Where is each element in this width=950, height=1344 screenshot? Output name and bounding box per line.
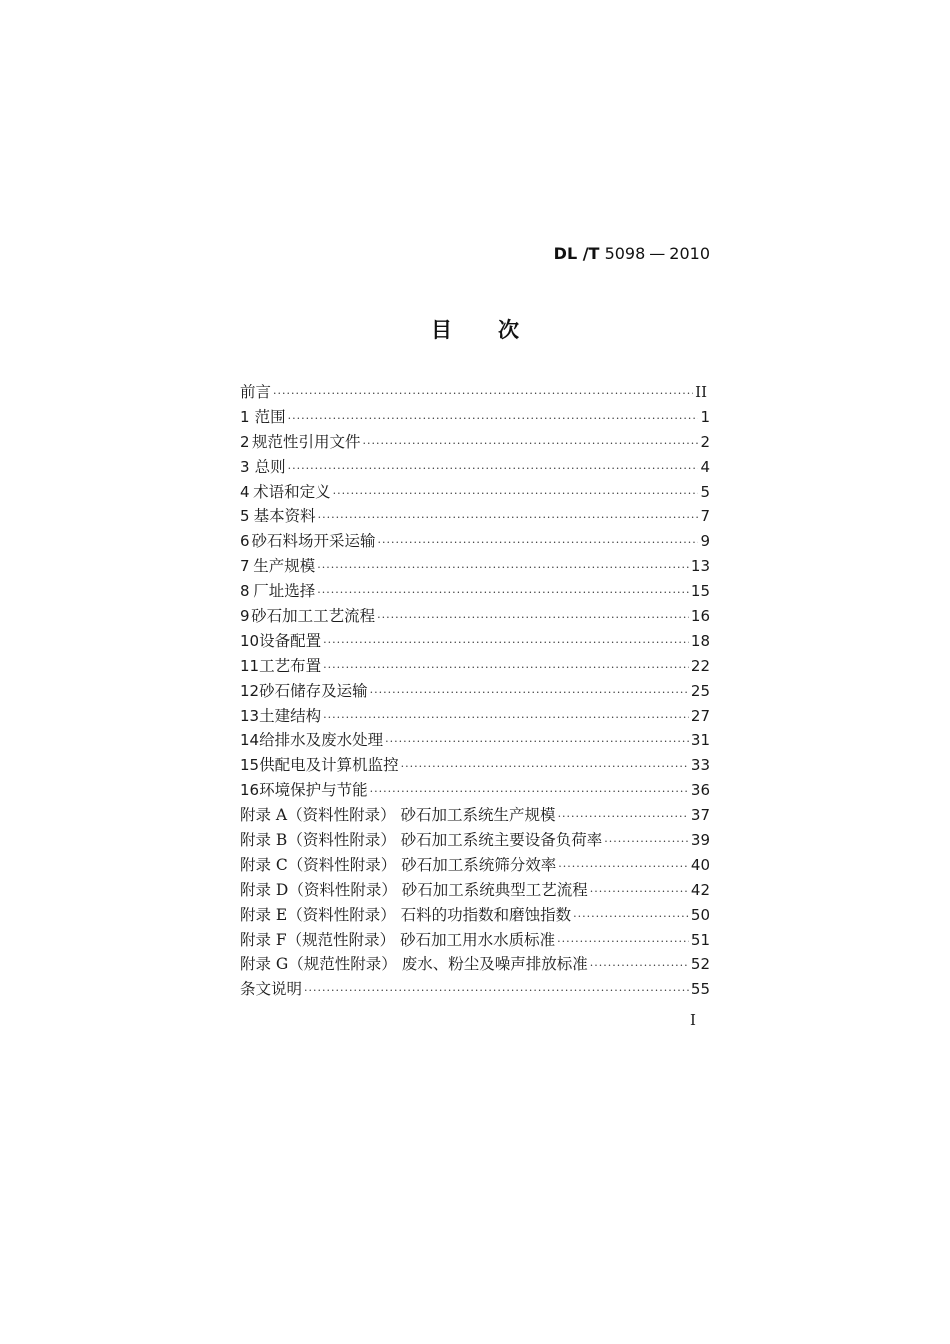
toc-entry-label: 附录 C（资料性附录） 砂石加工系统筛分效率 — [240, 855, 557, 874]
toc-entry[interactable] — [240, 753, 710, 778]
toc-entry[interactable] — [240, 903, 710, 928]
toc-entry-number: 6 — [240, 532, 250, 551]
toc-leader-dots — [557, 930, 689, 955]
toc-entry-label: 厂址选择 — [253, 582, 316, 601]
toc-entry-page: 22 — [690, 656, 710, 675]
toc-entry[interactable] — [240, 579, 710, 604]
toc-entry[interactable] — [240, 430, 710, 455]
toc-entry-number: 3 — [240, 457, 250, 476]
toc-leader-dots — [590, 954, 689, 979]
toc-leader-dots — [323, 706, 689, 731]
toc-entry-page: 5 — [700, 482, 710, 501]
toc-entry[interactable] — [240, 455, 710, 480]
toc-leader-dots — [273, 382, 693, 407]
toc-entry[interactable] — [240, 654, 710, 679]
toc-entry-number: 14 — [240, 731, 260, 750]
toc-entry-label: 附录 E（资料性附录） 石料的功指数和磨蚀指数 — [240, 905, 572, 924]
toc-leader-dots — [377, 531, 698, 556]
toc-entry-page: 42 — [690, 880, 710, 899]
toc-leader-dots — [401, 755, 689, 780]
toc-title-char-1: 目 — [431, 317, 452, 342]
standard-year: 2010 — [669, 244, 710, 263]
toc-entry-number: 2 — [240, 432, 250, 451]
toc-entry[interactable] — [240, 828, 710, 853]
toc-entry[interactable] — [240, 529, 710, 554]
toc-entry[interactable] — [240, 977, 710, 1002]
toc-entry-label: 工艺布置 — [259, 656, 322, 675]
toc-entry-page: 37 — [690, 806, 710, 825]
toc-entry-label: 环境保护与节能 — [259, 781, 368, 800]
toc-entry-page: 40 — [690, 855, 710, 874]
toc-entry[interactable] — [240, 853, 710, 878]
toc-entry-label: 供配电及计算机监控 — [259, 756, 399, 775]
toc-entry-page: 36 — [690, 781, 710, 800]
toc-entry-label: 术语和定义 — [253, 482, 331, 501]
toc-entry-label: 砂石料场开采运输 — [251, 532, 376, 551]
toc-entry-label: 附录 B（资料性附录） 砂石加工系统主要设备负荷率 — [240, 831, 603, 850]
toc-entry[interactable] — [240, 504, 710, 529]
toc-entry-label: 附录 D（资料性附录） 砂石加工系统典型工艺流程 — [240, 880, 588, 899]
toc-leader-dots — [333, 482, 699, 507]
toc-entry-label: 土建结构 — [259, 706, 322, 725]
toc-entry-page: 9 — [700, 532, 710, 551]
toc-entry[interactable] — [240, 604, 710, 629]
toc-entry-label: 砂石加工工艺流程 — [251, 607, 376, 626]
toc-entry-label: 给排水及废水处理 — [259, 731, 384, 750]
toc-entry-page: 31 — [690, 731, 710, 750]
toc-entry-page: 50 — [690, 905, 710, 924]
toc-title — [0, 314, 950, 344]
toc-entry-page: II — [695, 383, 707, 401]
standard-code — [554, 244, 710, 263]
toc-leader-dots — [318, 506, 699, 531]
standard-prefix: DL /T — [553, 244, 600, 263]
toc-leader-dots — [317, 581, 689, 606]
table-of-contents — [240, 380, 710, 1002]
toc-entry-number: 9 — [240, 607, 250, 626]
toc-entry-number: 13 — [240, 706, 260, 725]
toc-entry-label: 范围 — [254, 407, 286, 426]
page-folio: I — [690, 1011, 696, 1029]
toc-entry[interactable] — [240, 803, 710, 828]
toc-leader-dots — [288, 407, 699, 432]
toc-entry-page: 55 — [690, 980, 710, 999]
toc-leader-dots — [573, 905, 689, 930]
toc-entry-number: 4 — [240, 482, 250, 501]
toc-leader-dots — [558, 805, 689, 830]
toc-entry-label: 砂石储存及运输 — [259, 681, 368, 700]
toc-leader-dots — [604, 830, 689, 855]
toc-entry-number: 5 — [240, 507, 250, 526]
toc-entry-number: 15 — [240, 756, 260, 775]
standard-number: 5098 — [604, 244, 646, 263]
toc-entry-number: 16 — [240, 781, 260, 800]
toc-entry-label: 附录 F（规范性附录） 砂石加工用水水质标准 — [240, 930, 556, 949]
toc-entry-label: 附录 A（资料性附录） 砂石加工系统生产规模 — [240, 806, 556, 825]
toc-leader-dots — [323, 631, 689, 656]
toc-entry[interactable] — [240, 728, 710, 753]
toc-entry-page: 2 — [700, 432, 710, 451]
toc-leader-dots — [558, 855, 689, 880]
toc-entry[interactable] — [240, 405, 710, 430]
toc-entry[interactable] — [240, 629, 710, 654]
toc-entry-page: 33 — [690, 756, 710, 775]
toc-entry-number: 12 — [240, 681, 260, 700]
toc-entry-page: 15 — [690, 582, 710, 601]
toc-entry[interactable] — [240, 380, 710, 405]
toc-leader-dots — [317, 556, 689, 581]
toc-entry-number: 7 — [240, 557, 250, 576]
toc-leader-dots — [323, 656, 689, 681]
toc-entry-label: 条文说明 — [240, 980, 303, 999]
toc-entry-page: 13 — [690, 557, 710, 576]
toc-entry-label: 基本资料 — [253, 507, 316, 526]
toc-entry[interactable] — [240, 952, 710, 977]
toc-entry[interactable] — [240, 928, 710, 953]
toc-leader-dots — [288, 457, 699, 482]
toc-entry[interactable] — [240, 679, 710, 704]
toc-entry-page: 52 — [690, 955, 710, 974]
toc-title-char-2: 次 — [498, 317, 519, 342]
toc-entry-page: 4 — [700, 457, 710, 476]
toc-entry[interactable] — [240, 878, 710, 903]
toc-entry-label: 规范性引用文件 — [251, 432, 361, 451]
toc-entry-label: 前言 — [240, 383, 272, 401]
toc-entry-page: 51 — [690, 930, 710, 949]
toc-leader-dots — [363, 432, 699, 457]
toc-entry[interactable] — [240, 554, 710, 579]
standard-dash: — — [649, 244, 666, 263]
toc-leader-dots — [304, 979, 689, 1004]
toc-leader-dots — [385, 730, 689, 755]
toc-entry-label: 生产规模 — [253, 557, 316, 576]
toc-entry-page: 16 — [690, 607, 710, 626]
toc-entry-number: 8 — [240, 582, 250, 601]
toc-entry-page: 18 — [690, 631, 710, 650]
toc-leader-dots — [370, 681, 689, 706]
toc-leader-dots — [370, 780, 689, 805]
toc-entry-label: 附录 G（规范性附录） 废水、粉尘及噪声排放标准 — [240, 955, 588, 974]
toc-entry-page: 7 — [700, 507, 710, 526]
toc-entry[interactable] — [240, 778, 710, 803]
toc-entry-page: 39 — [690, 831, 710, 850]
toc-entry[interactable] — [240, 480, 710, 505]
toc-entry-page: 1 — [700, 407, 710, 426]
toc-entry-page: 27 — [690, 706, 710, 725]
toc-entry-number: 11 — [240, 656, 260, 675]
toc-entry-label: 总则 — [254, 457, 286, 476]
toc-entry-number: 1 — [240, 407, 250, 426]
toc-leader-dots — [590, 880, 689, 905]
toc-entry-label: 设备配置 — [259, 631, 322, 650]
toc-leader-dots — [377, 606, 689, 631]
toc-entry-number: 10 — [240, 631, 260, 650]
toc-entry[interactable] — [240, 704, 710, 729]
toc-entry-page: 25 — [690, 681, 710, 700]
